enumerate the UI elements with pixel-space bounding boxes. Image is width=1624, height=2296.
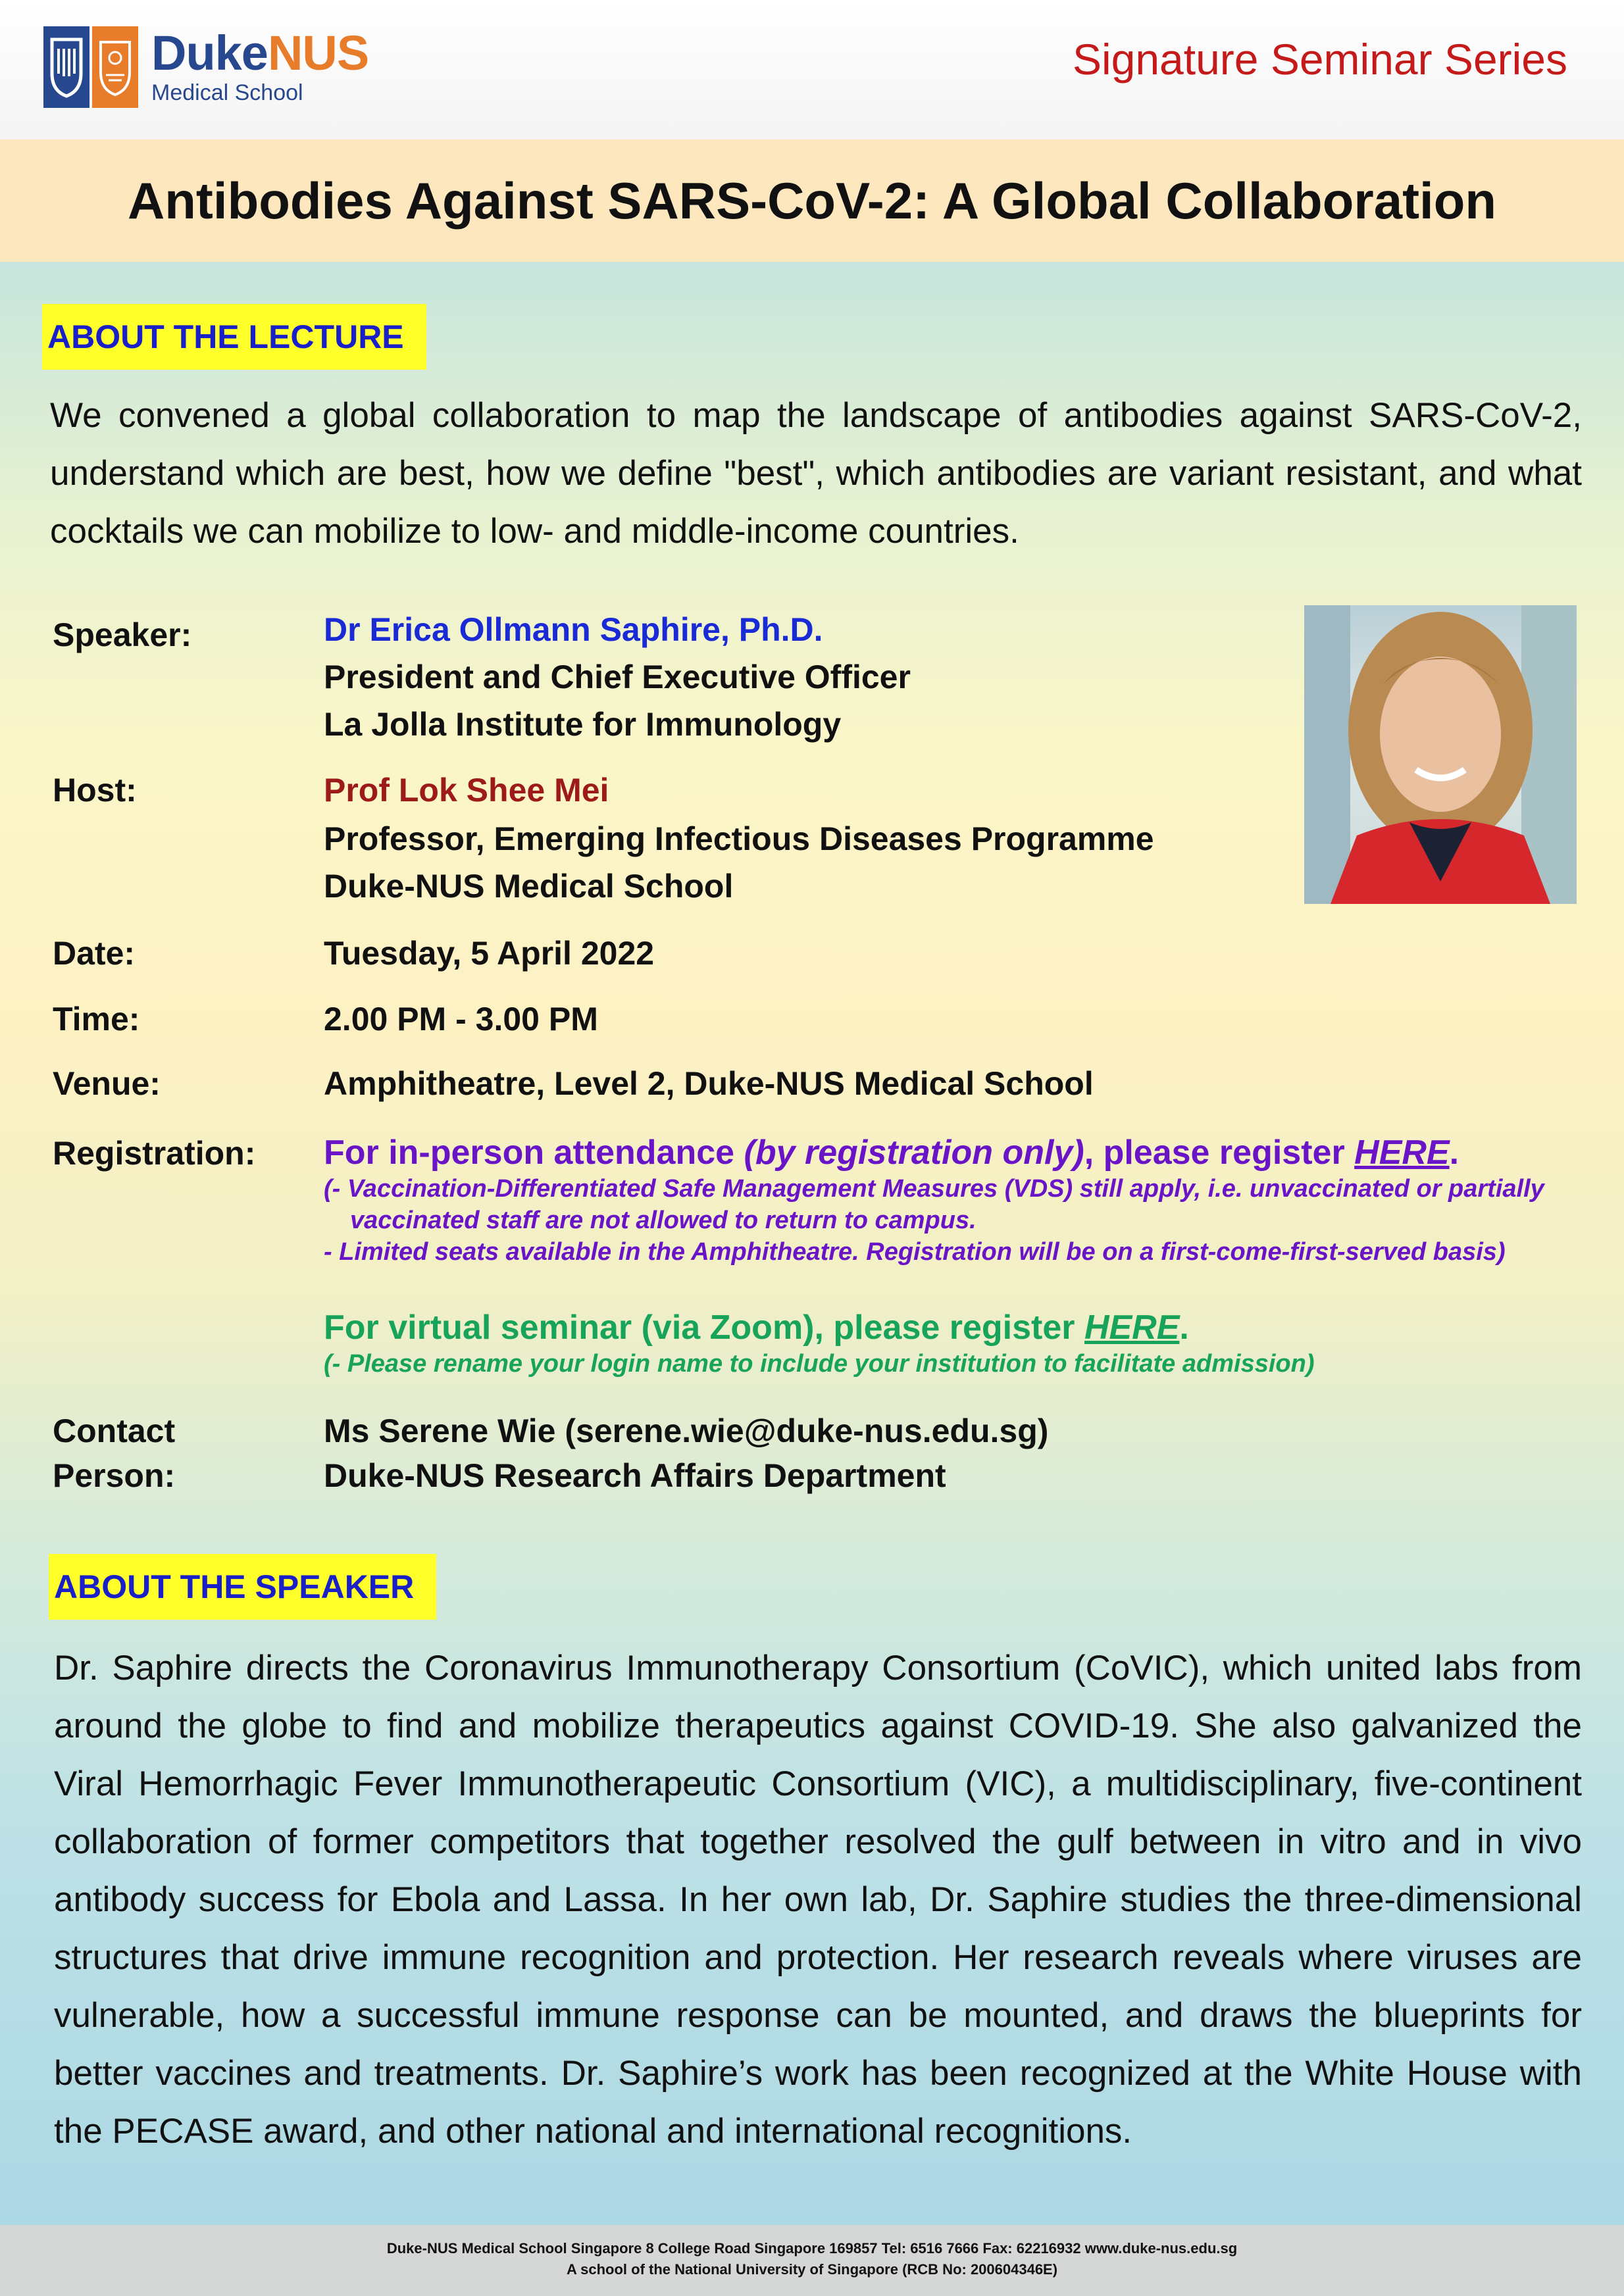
- logo-subtitle: Medical School: [151, 80, 303, 105]
- vds-note: (- Vaccination-Differentiated Safe Management Measures (VDS) still apply, i.e. unvaccinated or partially: [324, 1175, 1544, 1203]
- speaker-name: Dr Erica Ollmann Saphire, Ph.D.: [324, 611, 823, 648]
- vds-note-cont: vaccinated staff are not allowed to return to campus.: [350, 1207, 977, 1234]
- about-speaker-text: Dr. Saphire directs the Coronavirus Immunotherapy Consortium (CoVIC), which united labs from around the globe to find and mobilize therapeutics against COVID-19. She also galvanized the Viral Hemorrhagic Fever Immunotherapeutic Consortium (VIC), a multidisciplinary, five-continent collaboration of former competitors that together resolved the gulf between in vitro and in vivo antibody success for Ebola and Lassa. In her own lab, Dr. Saphire studies the three-dimensional structures that drive immune recognition and protection. Her research reveals where viruses are vulnerable, how a successful immune response can be mounted, and draws the blueprints for better vaccines and treatments. Dr. Saphire’s work has been recognized at the White House with the PECASE award, and other national and international recognitions.: [54, 1649, 1582, 2151]
- date-value: Tuesday, 5 April 2022: [324, 935, 655, 972]
- host-label: Host:: [53, 772, 137, 809]
- contact-department: Duke-NUS Research Affairs Department: [324, 1457, 946, 1494]
- host-title: Professor, Emerging Infectious Diseases Programme: [324, 820, 1154, 857]
- time-label: Time:: [53, 1001, 140, 1037]
- date-label: Date:: [53, 935, 136, 972]
- contact-label: Contact: [53, 1412, 176, 1449]
- time-value: 2.00 PM - 3.00 PM: [324, 1001, 598, 1037]
- virtual-register-link[interactable]: HERE: [1084, 1309, 1180, 1347]
- duke-nus-logo: [43, 26, 368, 108]
- footer: [0, 2225, 1624, 2296]
- about-speaker-heading: ABOUT THE SPEAKER: [49, 1554, 436, 1620]
- series-title: Signature Seminar Series: [1072, 35, 1567, 84]
- host-institution: Duke-NUS Medical School: [324, 868, 734, 905]
- venue-value: Amphitheatre, Level 2, Duke-NUS Medical School: [324, 1065, 1094, 1102]
- logo-wordmark: DukeNUS: [151, 25, 369, 80]
- about-lecture-heading: ABOUT THE LECTURE: [42, 304, 426, 370]
- speaker-photo: [1304, 605, 1577, 904]
- zoom-note: (- Please rename your login name to include your institution to facilitate admission): [324, 1350, 1315, 1378]
- page-title: Antibodies Against SARS-CoV-2: A Global Collaboration: [127, 171, 1497, 230]
- contact-person: Ms Serene Wie (serene.wie@duke-nus.edu.sg): [324, 1412, 1049, 1449]
- footer-affiliation: A school of the National University of Singapore (RCB No: 200604346E): [566, 2261, 1058, 2278]
- speaker-institution: La Jolla Institute for Immunology: [324, 706, 842, 743]
- inperson-register-link[interactable]: HERE: [1354, 1134, 1450, 1172]
- speaker-label: Speaker:: [53, 616, 192, 653]
- footer-address: Duke-NUS Medical School Singapore 8 College Road Singapore 169857 Tel: 6516 7666 Fax: 62216932 www.duke-nus.edu.sg: [386, 2240, 1238, 2257]
- duke-shield-icon: [43, 26, 89, 108]
- venue-label: Venue:: [53, 1065, 161, 1102]
- registration-label: Registration:: [53, 1135, 256, 1172]
- header-bar: [0, 0, 1624, 139]
- about-lecture-text: We convened a global collaboration to map the landscape of antibodies against SARS-CoV-2, understand which are best, how we define "best", which antibodies are variant resistant, and what cocktails we can mobilize to low- and middle-income countries.: [50, 396, 1582, 551]
- virtual-registration-text: For virtual seminar (via Zoom), please register HERE.: [324, 1309, 1189, 1347]
- speaker-title: President and Chief Executive Officer: [324, 659, 911, 695]
- title-band: [0, 139, 1624, 262]
- inperson-registration-text: For in-person attendance (by registration only), please register HERE.: [324, 1134, 1459, 1172]
- contact-label-2: Person:: [53, 1457, 176, 1494]
- nus-crest-icon: [92, 26, 138, 108]
- seats-note: - Limited seats available in the Amphitheatre. Registration will be on a first-come-first-served basis): [324, 1238, 1506, 1266]
- host-name: Prof Lok Shee Mei: [324, 772, 609, 809]
